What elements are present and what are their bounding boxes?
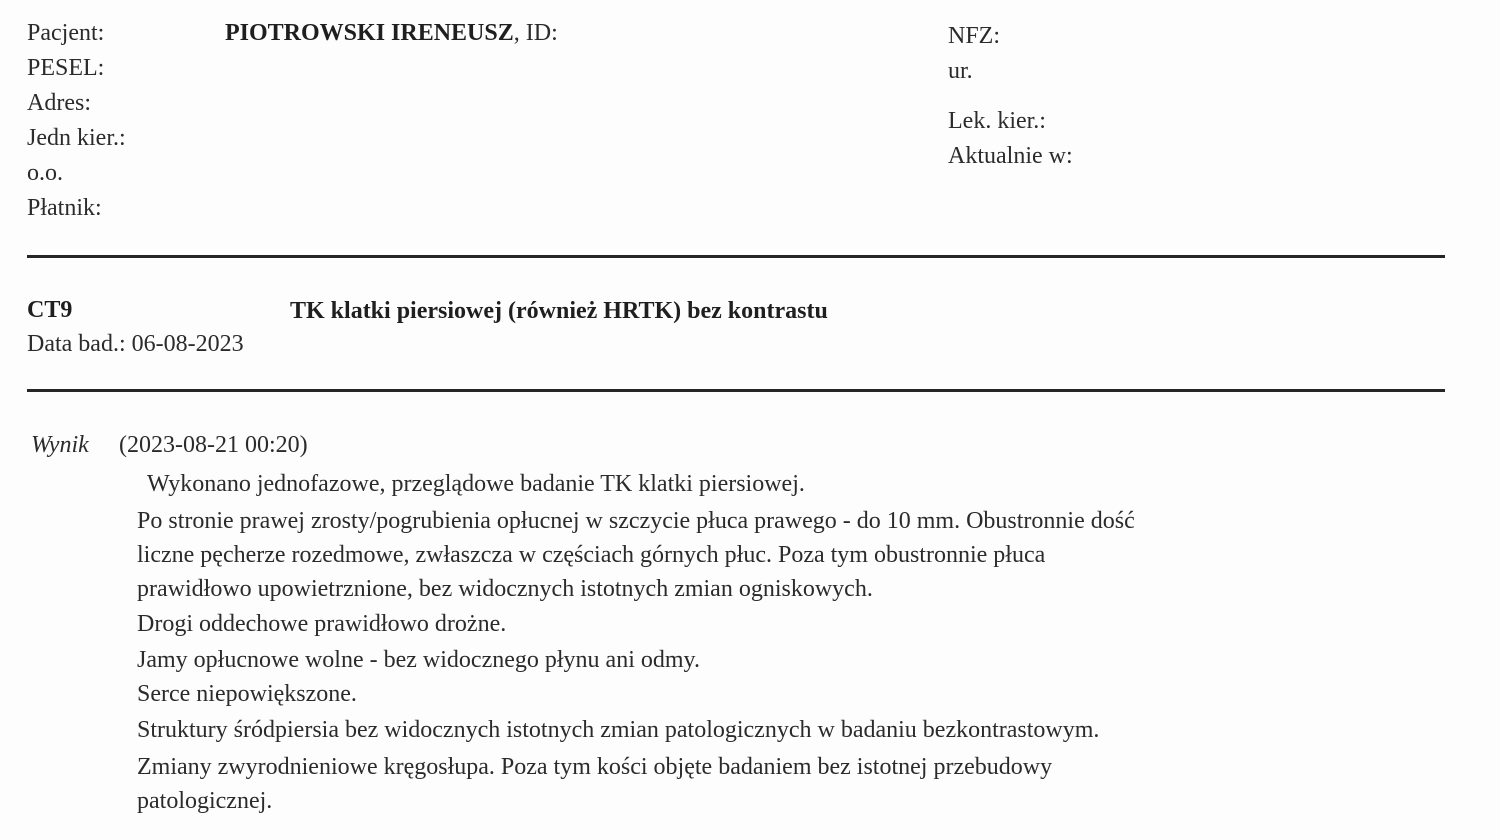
- label-oo: o.o.: [27, 160, 63, 186]
- result-line: Zmiany zwyrodnieniowe kręgosłupa. Poza tym kości objęte badaniem bez istotnej przebudowy: [137, 754, 1053, 780]
- separator-rule-top: [27, 255, 1445, 258]
- result-line: Struktury śródpiersia bez widocznych istotnych zmian patologicznych w badaniu bezkontrastowym.: [137, 717, 1100, 743]
- result-timestamp: (2023-08-21 00:20): [119, 432, 308, 458]
- label-adres: Adres:: [27, 90, 91, 116]
- result-line: Wykonano jednofazowe, przeglądowe badanie TK klatki piersiowej.: [147, 471, 805, 497]
- patient-id-label: , ID:: [513, 20, 558, 46]
- result-line: patologicznej.: [137, 788, 273, 814]
- label-nfz: NFZ:: [948, 23, 1001, 49]
- result-line: prawidłowo upowietrznione, bez widocznych istotnych zmian ogniskowych.: [137, 576, 873, 602]
- label-aktualnie: Aktualnie w:: [948, 143, 1073, 169]
- label-jedn-kier: Jedn kier.:: [27, 125, 126, 151]
- result-line: liczne pęcherze rozedmowe, zwłaszcza w częściach górnych płuc. Poza tym obustronnie płuca: [137, 542, 1046, 568]
- label-platnik: Płatnik:: [27, 195, 102, 221]
- separator-rule-middle: [27, 389, 1445, 392]
- result-label: Wynik: [31, 432, 89, 458]
- result-line: Serce niepowiększone.: [137, 681, 357, 707]
- label-pacjent: Pacjent:: [27, 20, 105, 46]
- label-ur: ur.: [948, 58, 973, 84]
- result-line: Drogi oddechowe prawidłowo drożne.: [137, 611, 507, 637]
- exam-date: Data bad.: 06-08-2023: [27, 331, 244, 357]
- label-pesel: PESEL:: [27, 55, 105, 81]
- result-line: Jamy opłucnowe wolne - bez widocznego płynu ani odmy.: [137, 647, 700, 673]
- patient-name: PIOTROWSKI IRENEUSZ: [225, 20, 514, 46]
- label-lek-kier: Lek. kier.:: [948, 108, 1046, 134]
- exam-code: CT9: [27, 297, 73, 323]
- exam-title: TK klatki piersiowej (również HRTK) bez kontrastu: [290, 298, 828, 324]
- patient-name-line: [225, 16, 558, 50]
- result-line: Po stronie prawej zrosty/pogrubienia opłucnej w szczycie płuca prawego - do 10 mm. Obustronnie dość: [137, 508, 1135, 534]
